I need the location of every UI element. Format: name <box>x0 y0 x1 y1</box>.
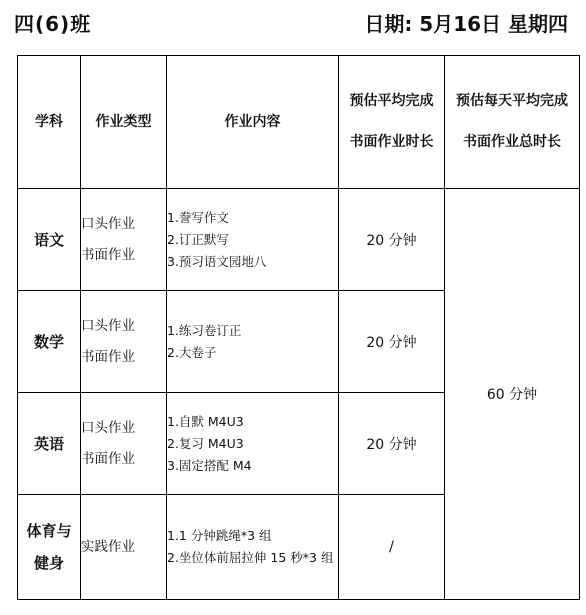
subject-cell: 数学 <box>18 291 81 393</box>
class-title: 四(6)班 <box>14 12 92 36</box>
content-item: 2.订正默写 <box>167 231 229 247</box>
type-item: 口头作业 <box>81 215 135 232</box>
subject-cell: 英语 <box>18 393 81 495</box>
col-header-subject: 学科 <box>18 56 81 189</box>
content-item: 3.固定搭配 M4 <box>167 457 252 473</box>
content-item: 1.自默 M4U3 <box>167 413 244 429</box>
type-item: 口头作业 <box>81 419 135 436</box>
time-cell: 20 分钟 <box>339 189 445 291</box>
content-item: 1.1 分钟跳绳*3 组 <box>167 528 272 543</box>
content-item: 3.预习语文园地八 <box>167 253 267 269</box>
col-header-type: 作业类型 <box>81 56 167 189</box>
content-cell <box>167 393 339 495</box>
date-label: 日期: 5月16日 星期四 <box>364 12 568 36</box>
content-item: 1.誊写作文 <box>167 209 229 225</box>
content-cell <box>167 495 339 600</box>
subject-cell: 语文 <box>18 189 81 291</box>
homework-table <box>17 55 580 600</box>
content-cell <box>167 291 339 393</box>
type-cell <box>81 291 167 393</box>
content-item: 2.复习 M4U3 <box>167 435 244 451</box>
time-cell: 20 分钟 <box>339 393 445 495</box>
table-row <box>18 189 580 291</box>
content-item: 2.坐位体前屈拉伸 15 秒*3 组 <box>167 550 334 565</box>
col-header-content: 作业内容 <box>167 56 339 189</box>
time-cell: 20 分钟 <box>339 291 445 393</box>
type-cell <box>81 189 167 291</box>
table-header-row <box>18 56 580 189</box>
type-item: 书面作业 <box>81 450 135 467</box>
time-cell: / <box>339 495 445 600</box>
type-item: 实践作业 <box>81 538 135 555</box>
type-cell <box>81 495 167 600</box>
total-time-cell: 60 分钟 <box>445 189 580 600</box>
type-item: 书面作业 <box>81 348 135 365</box>
content-cell <box>167 189 339 291</box>
subject-cell: 体育与健身 <box>18 495 81 600</box>
col-header-total-time: 预估每天平均完成书面作业总时长 <box>445 56 580 189</box>
type-item: 书面作业 <box>81 246 135 263</box>
type-item: 口头作业 <box>81 317 135 334</box>
content-item: 1.练习卷订正 <box>167 322 242 338</box>
type-cell <box>81 393 167 495</box>
col-header-avg-time: 预估平均完成书面作业时长 <box>339 56 445 189</box>
content-item: 2.大卷子 <box>167 344 217 360</box>
